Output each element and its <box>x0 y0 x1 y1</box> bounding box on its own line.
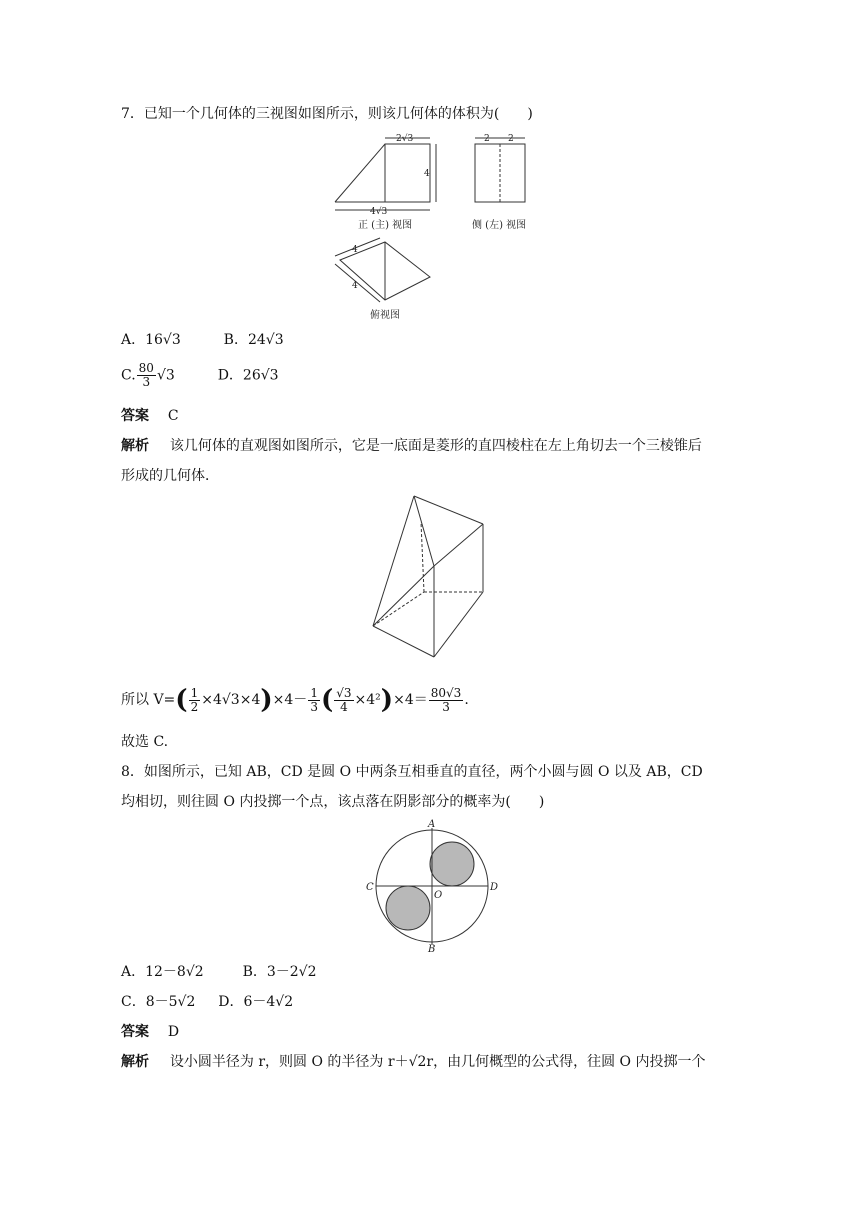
q8-answer-label: 答案 <box>121 1024 149 1040</box>
q8-analysis-text1: 设小圆半径为 r，则圆 O 的半径为 r＋√2r，由几何概型的公式得，往圆 O 内投掷一个 <box>169 1054 706 1070</box>
q7-option-c-prefix: C. <box>121 367 136 384</box>
point-c-label: C <box>366 882 374 893</box>
formula-mid: ×4－ <box>272 692 308 708</box>
dim-bottom-label: 4√3 <box>370 207 388 217</box>
formula-frac-1: $\frac{1}{2}$ <box>190 685 199 714</box>
q7-options-row1 <box>121 330 284 350</box>
q8-stem-line1: 8．如图所示，已知 AB，CD 是圆 O 中两条互相垂直的直径，两个小圆与圆 O 以及 AB，CD <box>121 764 703 780</box>
q7-answer-value: C <box>167 408 179 424</box>
point-d-label: D <box>490 882 499 893</box>
q7-answer <box>121 406 179 426</box>
formula-frac-3: $\frac{√3}{4}$ <box>336 685 352 714</box>
q7-option-b: B．24√3 <box>223 332 284 348</box>
q7-option-c-frac: $\frac{80}{3}$ <box>138 361 154 389</box>
q8-options-row2 <box>121 992 293 1012</box>
q7-conclusion: 故选 C. <box>121 734 169 750</box>
top-view-label: 俯视图 <box>370 310 400 321</box>
solid-figure <box>366 492 496 662</box>
dim-side-a-label: 2 <box>484 134 490 144</box>
shaded-circle-lower <box>386 886 430 930</box>
formula-tail: ×4＝ <box>393 692 428 708</box>
three-views-svg <box>330 132 540 322</box>
q7-analysis-line1 <box>121 436 702 456</box>
formula-part2-rest: ×4² <box>354 692 381 708</box>
circle-svg <box>362 818 502 954</box>
dim-top-view-a-label: 4 <box>352 245 358 255</box>
three-views-figure <box>330 132 540 322</box>
q8-option-b: B．3－2√2 <box>242 964 317 980</box>
side-view-label: 侧 (左) 视图 <box>472 220 527 231</box>
q8-option-a: A．12－8√2 <box>121 964 204 980</box>
q7-stem: 7．已知一个几何体的三视图如图所示，则该几何体的体积为( ) <box>121 106 533 122</box>
formula-result: $\frac{80√3}{3}$ <box>430 685 462 714</box>
dim-side-b-label: 2 <box>508 134 514 144</box>
q8-option-c: C．8－5√2 <box>121 994 196 1010</box>
q7-analysis-label: 解析 <box>121 438 149 454</box>
shaded-circle-upper <box>430 842 474 886</box>
q7-analysis-line2: 形成的几何体． <box>121 468 219 484</box>
q7-analysis-text1: 该几何体的直观图如图所示，它是一底面是菱形的直四棱柱在左上角切去一个三棱锥后 <box>169 438 702 454</box>
formula-frac-2: $\frac{1}{3}$ <box>310 685 318 714</box>
q8-option-d: D．6－4√2 <box>218 994 294 1010</box>
q7-option-a: A．16√3 <box>121 332 181 348</box>
dim-top-label: 2√3 <box>396 134 414 144</box>
point-b-label: B <box>428 944 436 954</box>
dim-height-label: 4 <box>424 169 430 179</box>
formula-prefix: 所以 V= <box>121 692 176 708</box>
q8-options-row1 <box>121 962 317 982</box>
q8-stem-line2: 均相切，则往圆 O 内投掷一个点，该点落在阴影部分的概率为( ) <box>121 794 545 810</box>
q8-analysis-line1 <box>121 1052 705 1072</box>
circle-figure <box>362 818 502 954</box>
q8-answer-value: D <box>167 1024 180 1040</box>
solid-svg <box>366 492 496 662</box>
q8-answer <box>121 1022 179 1042</box>
point-a-label: A <box>428 819 436 830</box>
q7-answer-label: 答案 <box>121 408 149 424</box>
q7-options-row2 <box>121 362 279 389</box>
front-view-label: 正 (主) 视图 <box>358 220 413 231</box>
q7-option-d: D．26√3 <box>217 367 279 384</box>
q7-formula: 所以 V=( $\frac{1}{2}$ ×4√3×4)×4－ $\frac{1}{3}$ ( $\frac{√3}{4}$ ×4²)×4＝ $\frac{80√3}{3}$ . <box>121 685 469 715</box>
dim-top-view-b-label: 4 <box>352 281 358 291</box>
formula-part1-rest: ×4√3×4 <box>201 692 261 708</box>
q7-option-c-suffix: √3 <box>156 367 175 384</box>
q8-analysis-label: 解析 <box>121 1054 149 1070</box>
point-o-label: O <box>434 890 443 901</box>
formula-end: . <box>464 692 469 708</box>
